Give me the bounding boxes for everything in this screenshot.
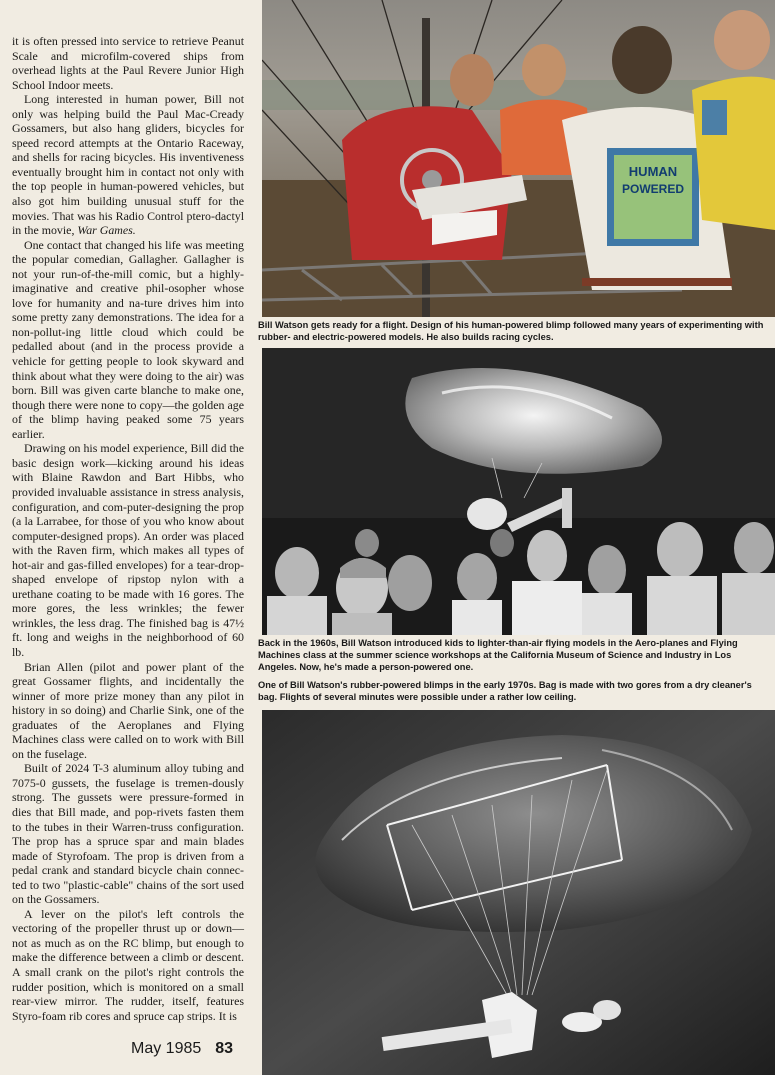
paragraph-3: One contact that changed his life was meeting the popular comedian, Gallagher. Gallagher is not your run-of-the-mill comic, but a highly-imaginative and creative phil-osopher whose love for humanity and na-ture drives him into some pretty zany demonstrations. The idea for a non-pollut-ing little cloud which could be pedalled about (and in the process provide a vehicle for getting people to look skyward and think about what they were doing to the air) was born. Bill was given carte blanche to make one, though there were none to copy—the golden age of the blimp having peaked some 75 years earlier. [12,237,244,441]
paragraph-5: Brian Allen (pilot and power plant of the great Gossamer flights, and incidentally the winner of more prize money than any pilot in history in so doing) and Charlie Sink, one of the graduates of the Aeroplanes and Flying Machines class were called on to work with Bill on the fuselage. [12,659,244,761]
paragraph-2-text: Long interested in human power, Bill not only was helping build the Paul Mac-Cready Gossamers, but also hang gliders, bicycles for speed record attempts at the Ontario Raceway, and shells for racing bicycles. His inventiveness eventually brought him in contact not only with the top people in human-powered vehicles, but also got him building unusual stuff for the movies. That was his Radio Control ptero-dactyl in the movie, [12,92,244,238]
paragraph-6: Built of 2024 T-3 aluminum alloy tubing and 7075-0 gussets, the fuselage is tremen-dously strong. The gussets were pressure-formed in dies that Bill made, and pop-rivets fasten them to the tubes in their Warren-truss configuration. The prop has a spruce spar and main blades made of Styrofoam. The prop is driven from a pedal crank and standard bicycle chain connec-ted to two "plastic-cable" chains of the sort used on the Gossamers. [12,761,244,907]
photo-rubber-powered-blimp [262,710,775,1075]
caption-photo-1: Bill Watson gets ready for a flight. Design of his human-powered blimp followed many years of experimenting with rubber- and electric-powered models. He also builds racing cycles. [258,320,764,342]
photo-kids-with-blimp-model [262,348,775,635]
caption-photo-2: Back in the 1960s, Bill Watson introduced kids to lighter-than-air flying models in the Aero-planes and Flying Machines class at the summer science workshops at the California Museum of Science and Industry in Los Angeles. Now, he's made a person-powered one. [258,638,738,672]
caption-photo-3: One of Bill Watson's rubber-powered blimps in the early 1970s. Bag is made with two gores from a dry cleaner's bag. Flights of several minutes were possible under a rather low ceiling. [258,680,752,702]
photo-human-powered-blimp-crew [262,0,775,317]
issue-date: May 1985 [131,1040,202,1057]
page-number: 83 [215,1040,234,1057]
shirt-text-human: HUMAN [628,164,678,179]
paragraph-2 [12,92,244,237]
paragraph-7: A lever on the pilot's left controls the vectoring of the propeller thrust up or down—not as much as on the RC blimp, but enough to make the difference between a climb or descent. A small crank on the pilot's right controls the rudder position, which is monitored on a small rear-view mirror. The rudder, itself, features Styro-foam rib cores and spruce cap strips. It is [12,906,244,1023]
paragraph-1: it is often pressed into service to retrieve Peanut Scale and microfilm-covered ships from overhead lights at the Paul Revere Junior High School Indoor meets. [12,34,244,92]
page-footer [131,1040,233,1058]
article-column [12,34,244,1023]
movie-title: War Games. [77,223,136,238]
shirt-text-powered: POWERED [621,182,685,196]
paragraph-4: Drawing on his model experience, Bill did the basic design work—kicking around his ideas with Blaine Rawdon and Bart Hibbs, who provided invaluable assistance in stress analysis, configuration, and com-puter-designing the prop (a la Larrabee, for those of you who know about computer-designed props). An order was placed with the Raven firm, which makes all types of hot-air and gas-filled envelopes) for a tear-drop-shaped envelope of ripstop nylon with a urethane coating to be made with 16 gores. The more gores, the less wrinkles; the fewer wrinkles, the less drag. The finished bag is 47½ ft. long and weighs in the neighborhood of 60 lb. [12,441,244,659]
